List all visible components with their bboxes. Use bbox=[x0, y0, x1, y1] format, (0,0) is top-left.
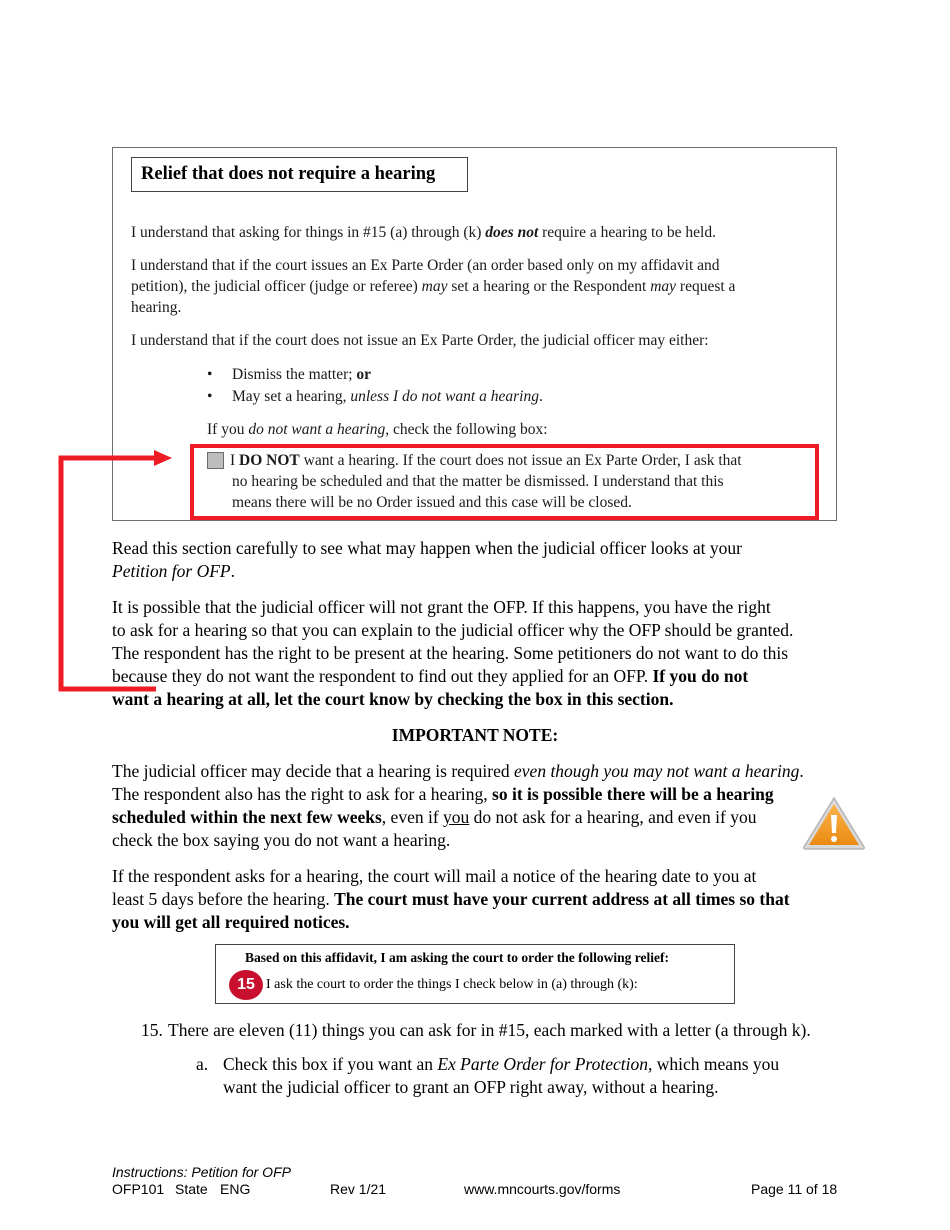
note-line-1: The judicial officer may decide that a hearing is required even though you may not want a hearing. bbox=[112, 761, 804, 781]
explain-line-3: The respondent has the right to be present at the hearing. Some petitioners do not want to do this bbox=[112, 643, 789, 663]
form-15-heading: Based on this affidavit, I am asking the court to order the following relief: bbox=[245, 950, 669, 965]
item-a-line-1: Check this box if you want an Ex Parte Order for Protection, which means you bbox=[223, 1054, 780, 1074]
excerpt-paragraph-3: I understand that if the court does not issue an Ex Parte Order, the judicial officer may either: bbox=[131, 332, 709, 349]
item-15-number: 15. bbox=[141, 1020, 163, 1040]
intro-line-1: Read this section carefully to see what may happen when the judicial officer looks at your bbox=[112, 538, 742, 558]
bullet-glyph: • bbox=[207, 388, 213, 405]
item-a-label: a. bbox=[196, 1054, 209, 1074]
checkbox-label-line-2: no hearing be scheduled and that the matter be dismissed. I understand that this bbox=[232, 473, 724, 490]
excerpt-paragraph-2-line-1: I understand that if the court issues an Ex Parte Order (an order based only on my affidavit and bbox=[131, 257, 720, 274]
excerpt-paragraph-1: I understand that asking for things in #15 (a) through (k) does not require a hearing to be held. bbox=[131, 224, 716, 241]
warning-icon bbox=[801, 795, 867, 851]
checkbox-label-line-1: I DO NOT want a hearing. If the court does not issue an Ex Parte Order, I ask that bbox=[230, 452, 742, 469]
footer-form-id: OFP101 bbox=[112, 1181, 165, 1197]
excerpt-paragraph-2-line-3: hearing. bbox=[131, 299, 182, 316]
bullet-glyph: • bbox=[207, 366, 213, 383]
excerpt-paragraph-2-line-2: petition), the judicial officer (judge or referee) may set a hearing or the Respondent may request a bbox=[131, 278, 736, 295]
intro-line-2: Petition for OFP. bbox=[112, 561, 235, 581]
footer-revision: Rev 1/21 bbox=[330, 1181, 387, 1197]
form-15-text: I ask the court to order the things I check below in (a) through (k): bbox=[266, 977, 638, 992]
note-line-2: The respondent also has the right to ask for a hearing, so it is possible there will be a hearing bbox=[112, 784, 774, 804]
checkbox-label-line-3: means there will be no Order issued and this case will be closed. bbox=[232, 494, 632, 511]
footer-state: State bbox=[175, 1181, 208, 1197]
footer-page-number: Page 11 of 18 bbox=[751, 1181, 838, 1197]
footer-url[interactable]: www.mncourts.gov/forms bbox=[464, 1181, 621, 1197]
item-15-text: There are eleven (11) things you can ask for in #15, each marked with a letter (a through k). bbox=[168, 1020, 811, 1040]
no-hearing-checkbox[interactable] bbox=[207, 452, 224, 469]
form-15-badge: 15 bbox=[229, 970, 263, 1000]
important-note-heading: IMPORTANT NOTE: bbox=[391, 725, 559, 745]
footer-language: ENG bbox=[220, 1181, 251, 1197]
note-line-3: scheduled within the next few weeks, even if you do not ask for a hearing, and even if you bbox=[112, 807, 757, 827]
explain-line-2: to ask for a hearing so that you can explain to the judicial officer why the OFP should be granted. bbox=[112, 620, 794, 640]
address-line-2: least 5 days before the hearing. The court must have your current address at all times so that bbox=[112, 889, 790, 909]
note-line-4: check the box saying you do not want a hearing. bbox=[112, 830, 451, 850]
explain-line-1: It is possible that the judicial officer will not grant the OFP. If this happens, you have the right bbox=[112, 597, 771, 617]
excerpt-title: Relief that does not require a hearing bbox=[131, 157, 468, 192]
address-line-1: If the respondent asks for a hearing, the court will mail a notice of the hearing date to you at bbox=[112, 866, 757, 886]
item-a-line-2: want the judicial officer to grant an OFP right away, without a hearing. bbox=[223, 1077, 719, 1097]
explain-line-5: want a hearing at all, let the court know by checking the box in this section. bbox=[112, 689, 674, 709]
footer-title: Instructions: Petition for OFP bbox=[112, 1164, 291, 1180]
excerpt-paragraph-4: If you do not want a hearing, check the following box: bbox=[207, 421, 548, 438]
explain-line-4: because they do not want the respondent to find out they applied for an OFP. If you do not bbox=[112, 666, 749, 686]
address-line-3: you will get all required notices. bbox=[112, 912, 350, 932]
